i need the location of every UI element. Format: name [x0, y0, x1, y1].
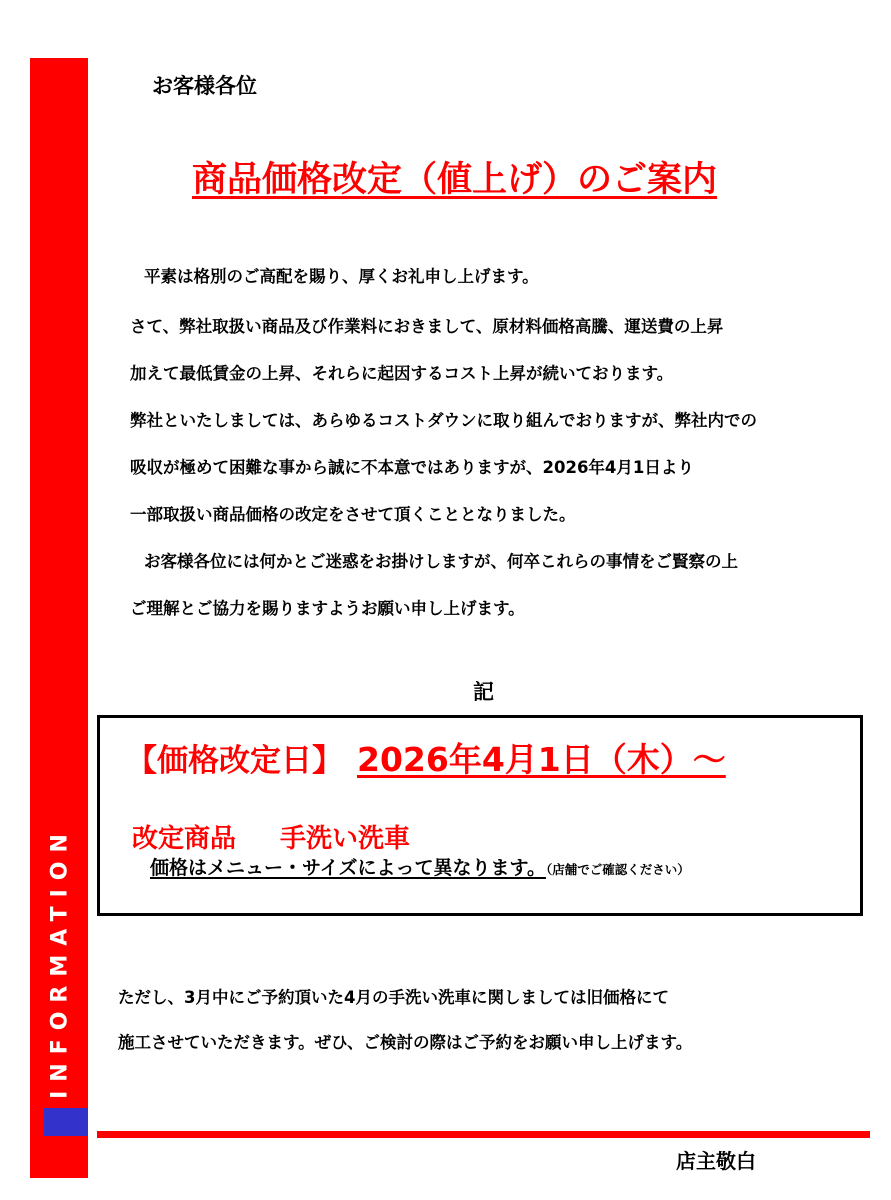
body-line-5: 吸収が極めて困難な事から誠に不本意ではありますが、2026年4月1日より — [130, 458, 694, 477]
footer-line-1: ただし、3月中にご予約頂いた4月の手洗い洗車に関しましては旧価格にて — [118, 988, 669, 1007]
salutation: お客様各位 — [152, 74, 257, 98]
body-line-8: ご理解とご協力を賜りますようお願い申し上げます。 — [130, 599, 525, 618]
revised-product-value: 手洗い洗車 — [280, 824, 411, 854]
price-note-sub: （店舗でご確認ください） — [545, 862, 690, 877]
signature: 店主敬白 — [676, 1149, 756, 1173]
body-line-7: お客様各位には何かとご迷惑をお掛けしますが、何卒これらの事情をご賢察の上 — [144, 552, 738, 571]
sidebar-information-label: INFORMATION — [47, 825, 73, 1099]
body-line-4: 弊社といたしましては、あらゆるコストダウンに取り組んでおりますが、弊社内での — [130, 411, 757, 430]
page-title: 商品価格改定（値上げ）のご案内 — [192, 160, 718, 200]
body-line-1: 平素は格別のご高配を賜り、厚くお礼申し上げます。 — [144, 267, 539, 286]
ki-heading: 記 — [473, 680, 494, 704]
price-note-row — [150, 853, 690, 880]
footer-line-2: 施工させていただきます。ぜひ、ご検討の際はご予約をお願い申し上げます。 — [118, 1033, 693, 1052]
revision-date-row — [126, 734, 726, 781]
revision-date-label: 【価格改定日】 — [126, 743, 343, 779]
revision-date-value: 2026年4月1日（木）～ — [357, 740, 726, 779]
price-note: 価格はメニュー・サイズによって異なります。 — [150, 857, 546, 879]
sidebar-blue-accent — [44, 1108, 88, 1136]
revised-product-row — [132, 818, 410, 855]
revised-product-label: 改定商品 — [132, 824, 237, 854]
footer-red-rule — [97, 1131, 870, 1138]
body-line-6: 一部取扱い商品価格の改定をさせて頂くこととなりました。 — [130, 505, 576, 524]
body-line-2: さて、弊社取扱い商品及び作業料におきまして、原材料価格高騰、運送費の上昇 — [130, 317, 724, 336]
body-line-3: 加えて最低賃金の上昇、それらに起因するコスト上昇が続いております。 — [130, 364, 674, 383]
